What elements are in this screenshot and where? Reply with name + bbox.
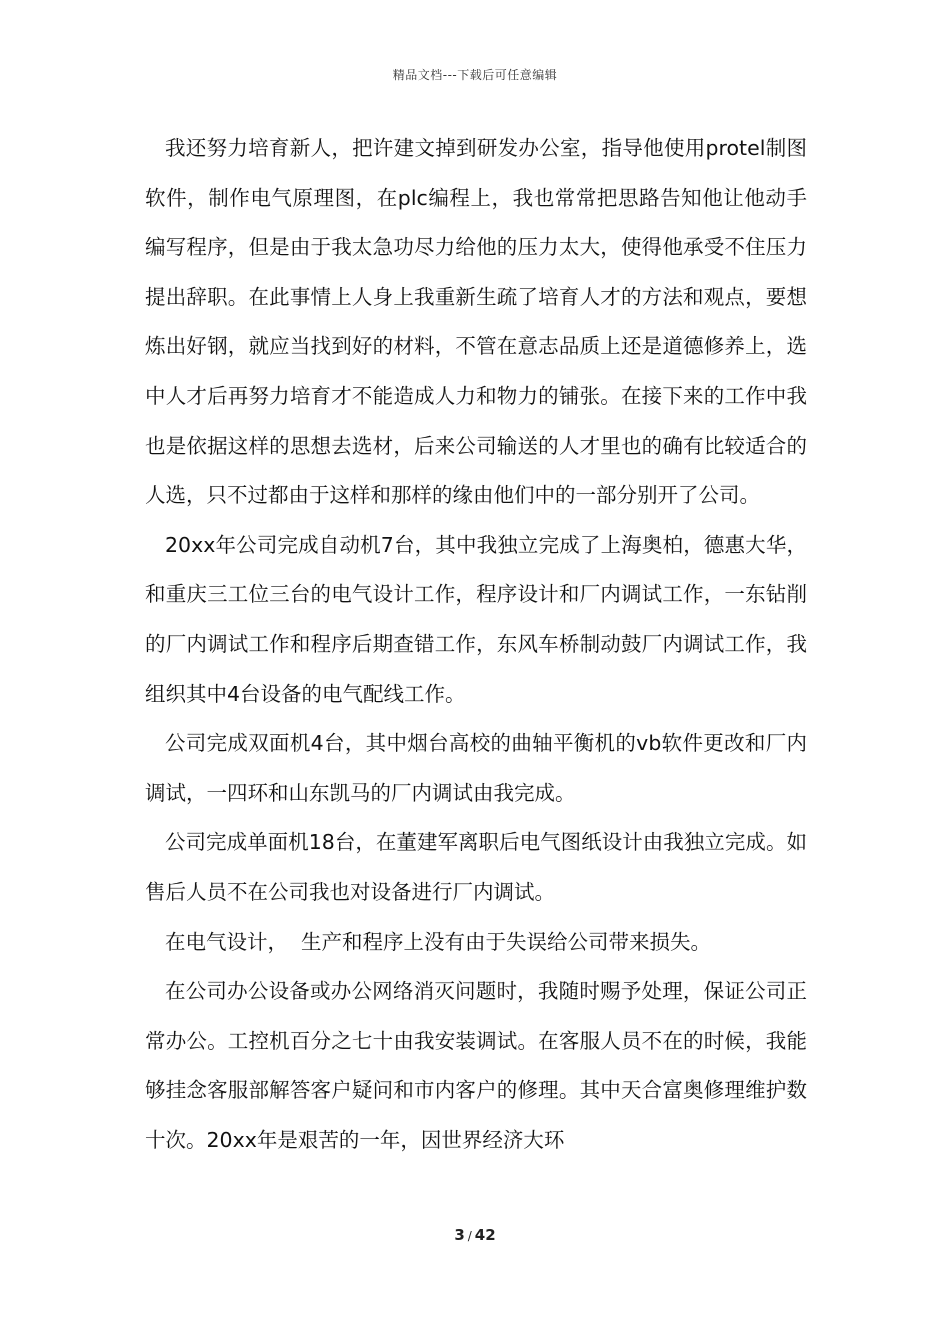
document-body [145, 124, 807, 1165]
paragraph-5: 在电气设计， 生产和程序上没有由于失误给公司带来损失。 [165, 929, 712, 954]
paragraph-4: 公司完成单面机18台，在董建军离职后电气图纸设计由我独立完成。如售后人员不在公司我也对设备进行厂内调试。 [145, 830, 807, 904]
paragraph-3: 公司完成双面机4台，其中烟台高校的曲轴平衡机的vb软件更改和厂内调试，一四环和山东凯马的厂内调试由我完成。 [145, 731, 807, 805]
page-header: 精品文档---下载后可任意编辑 [392, 68, 558, 82]
page-number [0, 1226, 950, 1244]
paragraph-2: 20xx年公司完成自动机7台，其中我独立完成了上海奥柏，德惠大华，和重庆三工位三台的电气设计工作，程序设计和厂内调试工作，一东钻削的厂内调试工作和程序后期查错工作，东风车桥制动鼓厂内调试工作，我组织其中4台设备的电气配线工作。 [145, 532, 807, 706]
page-separator: / [467, 1229, 472, 1243]
page-total: 42 [474, 1226, 496, 1244]
paragraph-1: 我还努力培育新人，把许建文掉到研发办公室，指导他使用protel制图软件，制作电气原理图，在plc编程上，我也常常把思路告知他让他动手编写程序，但是由于我太急功尽力给他的压力太大，使得他承受不住压力提出辞职。在此事情上人身上我重新生疏了培育人才的方法和观点，要想炼出好钢，就应当找到好的材料，不管在意志品质上还是道德修养上，选中人才后再努力培育才不能造成人力和物力的铺张。在接下来的工作中我也是依据这样的思想去选材，后来公司输送的人才里也的确有比较适合的人选，只不过都由于这样和那样的缘由他们中的一部分别开了公司。 [145, 136, 807, 508]
paragraph-6: 在公司办公设备或办公网络消灭问题时，我随时赐予处理，保证公司正常办公。工控机百分之七十由我安装调试。在客服人员不在的时候，我能够挂念客服部解答客户疑问和市内客户的修理。其中天合富奥修理维护数十次。20xx年是艰苦的一年，因世界经济大环 [145, 979, 807, 1152]
page-current: 3 [454, 1226, 465, 1244]
